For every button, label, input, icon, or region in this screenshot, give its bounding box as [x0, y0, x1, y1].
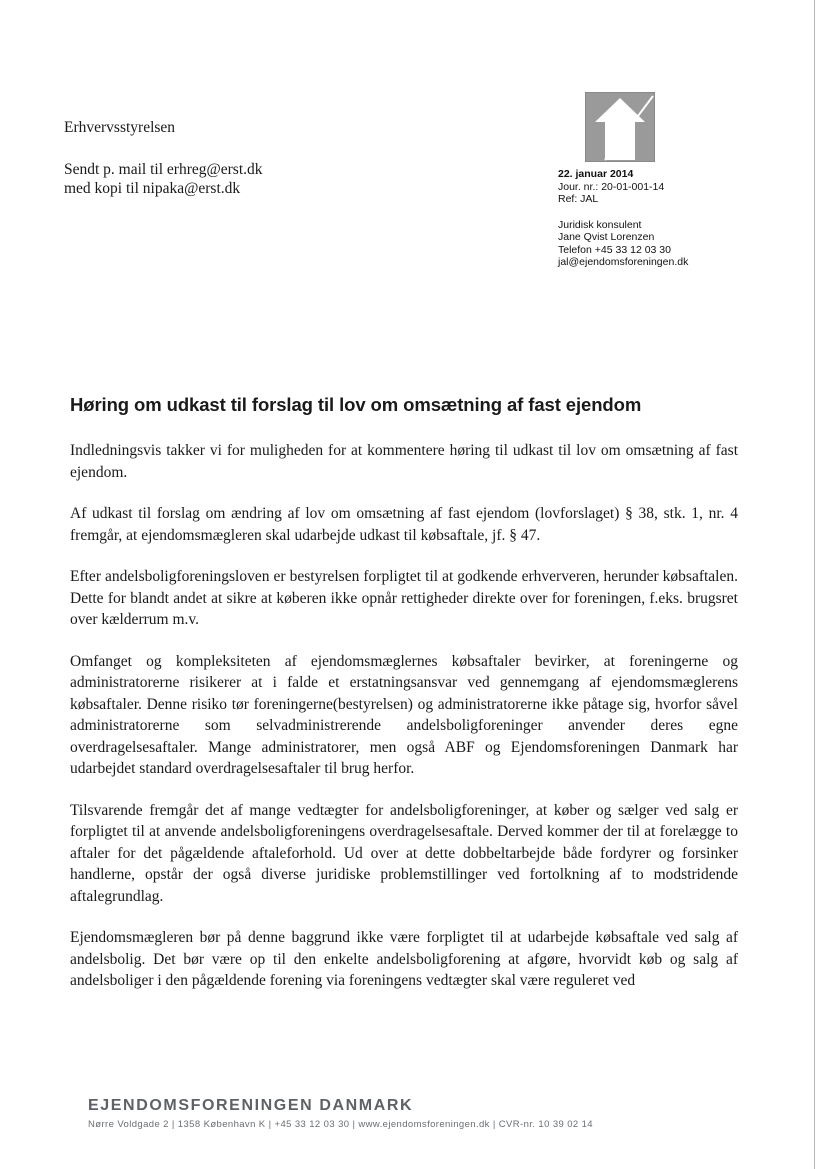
contact-email: jal@ejendomsforeningen.dk	[558, 256, 689, 268]
contact-phone: Telefon +45 33 12 03 30	[558, 243, 671, 256]
paragraph: Efter andelsboligforeningsloven er bestyrelsen forpligtet til at godkende erhververen, herunder købsaftalen. Dette for blandt andet at sikre at køberen ikke opnår rettigheder direkte over for foreningen, f.eks. brugsret over kælderrum m.v.	[70, 568, 738, 628]
footer-address: Nørre Voldgade 2 | 1358 København K | +45 33 12 03 30 | www.ejendomsforeningen.dk | CVR-nr. 10 39 02 14	[88, 1119, 593, 1130]
house-icon	[585, 92, 655, 162]
sent-line: Sendt p. mail til erhreg@erst.dk	[64, 161, 263, 178]
reference: Ref: JAL	[558, 193, 599, 205]
paragraph: Ejendomsmægleren bør på denne baggrund ikke være forpligtet til at udarbejde købsaftale ved salg af andelsbolig. Det bør være op til den enkelte andelsboligforening at afgøre, hvorvidt køb og salg af andelsboliger i den pågældende forening via foreningens vedtægter skal være reguleret ved	[70, 929, 738, 989]
paragraph: Af udkast til forslag om ændring af lov om omsætning af fast ejendom (lovforslaget) § 38, stk. 1, nr. 4 fremgår, at ejendomsmægleren skal udarbejde udkast til købsaftale, jf. § 47.	[70, 505, 738, 544]
footer-organization: EJENDOMSFORENINGEN DANMARK	[88, 1097, 414, 1114]
paragraph: Omfanget og kompleksiteten af ejendomsmæglernes købsaftaler bevirker, at foreningerne og administratorerne risikerer at i falde et erstatningsansvar ved gennemgang af ejendomsmæglerens købsaftaler. Denne risiko tør foreningerne(bestyrelsen) og administratorerne ikke påtage sig, hvorfor såvel administratorerne som selvadministrerende andelsboligforeninger anvender deres egne overdragelsesaftaler. Mange administratorer, men også ABF og Ejendomsforeningen Danmark har udarbejdet standard overdragelsesaftaler til brug herfor.	[70, 652, 738, 777]
recipient-organization: Erhvervsstyrelsen	[64, 119, 176, 136]
journal-number: Jour. nr.: 20-01-001-14	[558, 180, 665, 193]
contact-name: Jane Qvist Lorenzen	[558, 231, 655, 243]
paragraph: Tilsvarende fremgår det af mange vedtægter for andelsboligforeninger, at køber og sælger ved salg er forpligtet til at anvende andelsboligforeningens overdragelsesaftale. Derved kommer der til at forelægge to aftaler for det pågældende aftaleforhold. Ud over at dette dobbeltarbejde både fordyrer og forsinker handlerne, opstår der også diverse juridiske problemstillinger ved fortolkning af to modstridende aftalegrundlag.	[70, 801, 738, 905]
copy-line: med kopi til nipaka@erst.dk	[64, 180, 241, 197]
letter-date: 22. januar 2014	[558, 168, 634, 180]
page-edge-line	[814, 0, 815, 1169]
reference-block	[558, 168, 688, 269]
paragraph: Indledningsvis takker vi for muligheden for at kommentere høring til udkast til lov om omsætning af fast ejendom.	[70, 442, 738, 481]
contact-role: Juridisk konsulent	[558, 218, 642, 231]
letter-body	[70, 440, 738, 1012]
document-title: Høring om udkast til forslag til lov om omsætning af fast ejendom	[70, 394, 642, 415]
recipient-block	[64, 118, 263, 198]
